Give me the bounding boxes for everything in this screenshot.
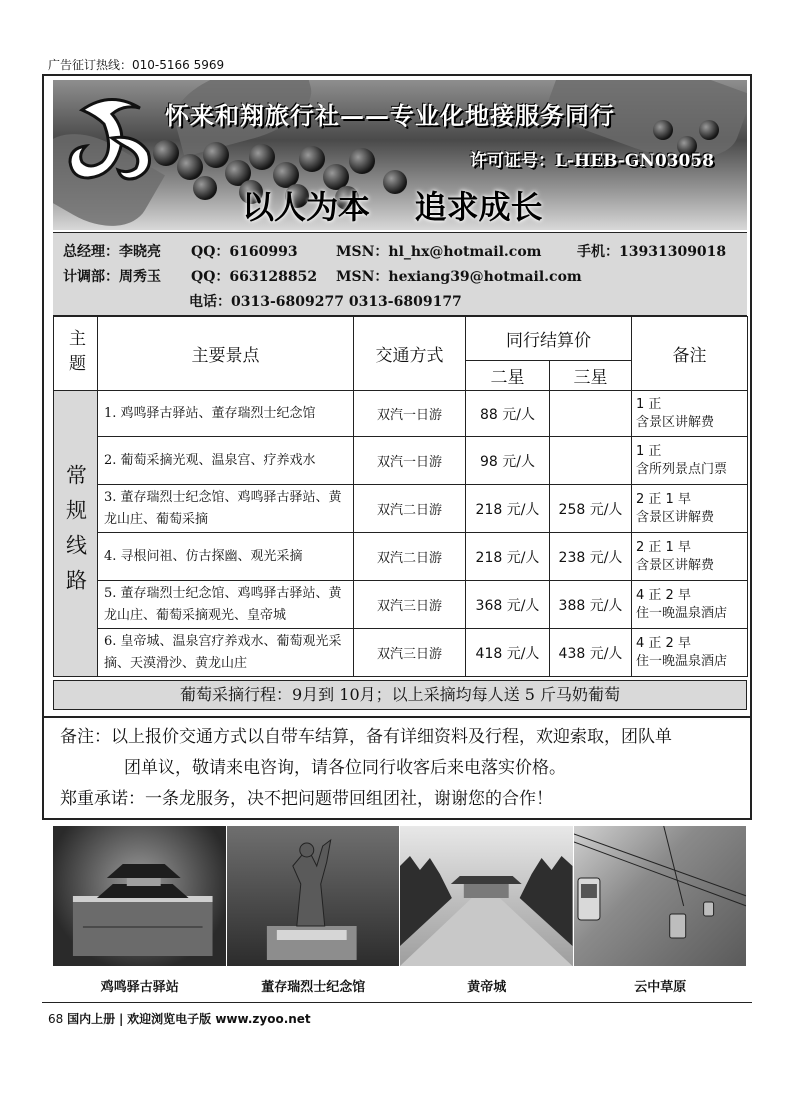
theme-header: 主题 (54, 317, 98, 391)
two-star-header: 二星 (466, 361, 550, 391)
dispatcher-msn: MSN：hexiang39@hotmail.com (336, 269, 582, 285)
price-two-star: 218 元/人 (466, 533, 550, 581)
route-remark: 1 正 含所列景点门票 (632, 437, 748, 485)
route-name: 1. 鸡鸣驿古驿站、董存瑞烈士纪念馆 (98, 391, 354, 437)
page-number: 68 (48, 1012, 64, 1026)
table-row (54, 391, 748, 437)
route-name: 2. 葡萄采摘光观、温泉宫、疗养戏水 (98, 437, 354, 485)
price-three-star: 438 元/人 (550, 629, 632, 677)
price-three-star: 258 元/人 (550, 485, 632, 533)
grape-picking-note: 葡萄采摘行程：9月到 10月；以上采摘均每人送 5 斤马奶葡萄 (53, 680, 747, 710)
notes-line-1: 备注：以上报价交通方式以自带车结算，备有详细资料及行程，欢迎索取，团队单 (60, 727, 672, 747)
route-traffic: 双汽一日游 (354, 437, 466, 485)
photo-caption: 黄帝城 (467, 980, 507, 995)
route-name: 6. 皇帝城、温泉宫疗养戏水、葡萄观光采摘、天漠滑沙、黄龙山庄 (98, 629, 354, 677)
table-row (54, 581, 748, 629)
route-traffic: 双汽三日游 (354, 629, 466, 677)
route-name: 5. 董存瑞烈士纪念馆、鸡鸣驿古驿站、黄龙山庄、葡萄采摘观光、皇帝城 (98, 581, 354, 629)
photo-captions (53, 976, 747, 995)
route-remark: 1 正 含景区讲解费 (632, 391, 748, 437)
price-two-star: 368 元/人 (466, 581, 550, 629)
table-row (54, 629, 748, 677)
spots-header: 主要景点 (98, 317, 354, 391)
notes-line-3: 郑重承诺：一条龙服务，决不把问题带回组团社，谢谢您的合作！ (60, 789, 553, 809)
price-header: 同行结算价 (466, 317, 632, 361)
price-two-star: 98 元/人 (466, 437, 550, 485)
photo-caption: 云中草原 (634, 980, 687, 995)
price-two-star: 218 元/人 (466, 485, 550, 533)
page-footer (48, 1010, 311, 1027)
notes-line-2: 团单议，敬请来电咨询，请各位同行收客后来电落实价格。 (124, 758, 566, 778)
contact-block (53, 232, 747, 316)
theme-label: 常规线路 (54, 391, 98, 677)
banner-title: 怀来和翔旅行社——专业化地接服务同行 (165, 101, 615, 130)
notes-block (42, 716, 752, 818)
manager-mobile: 手机：13931309018 (577, 244, 727, 260)
price-two-star: 418 元/人 (466, 629, 550, 677)
route-name: 4. 寻根问祖、仿古探幽、观光采摘 (98, 533, 354, 581)
dispatcher: 计调部：周秀玉 (63, 269, 161, 285)
photo-jimingyi (53, 826, 227, 966)
footer-rule (42, 1002, 752, 1003)
table-row (54, 485, 748, 533)
section-name: 国内上册 (67, 1012, 116, 1026)
photo-dongcunrui (227, 826, 401, 966)
ad-hotline: 广告征订热线：010-5166 5969 (48, 58, 225, 72)
company-logo-icon (62, 90, 158, 186)
office-phone: 电话：0313-6809277 0313-6809177 (189, 294, 462, 310)
manager-qq: QQ：6160993 (191, 244, 298, 260)
manager: 总经理：李晓亮 (63, 244, 161, 260)
footer-separator: | (118, 1012, 124, 1026)
traffic-header: 交通方式 (354, 317, 466, 391)
price-three-star: 238 元/人 (550, 533, 632, 581)
route-traffic: 双汽一日游 (354, 391, 466, 437)
route-traffic: 双汽二日游 (354, 485, 466, 533)
three-star-header: 三星 (550, 361, 632, 391)
route-traffic: 双汽二日游 (354, 533, 466, 581)
route-remark: 4 正 2 早 住一晚温泉酒店 (632, 629, 748, 677)
footer-tagline: 欢迎浏览电子版 www.zyoo.net (127, 1012, 311, 1026)
license-number: 许可证号：L-HEB-GN03058 (470, 151, 714, 171)
photo-yunzhongcaoyuan (574, 826, 748, 966)
dispatcher-qq: QQ：663128852 (191, 269, 318, 285)
price-two-star: 88 元/人 (466, 391, 550, 437)
price-three-star (550, 437, 632, 485)
photo-caption: 董存瑞烈士纪念馆 (261, 980, 366, 995)
route-traffic: 双汽三日游 (354, 581, 466, 629)
remark-header: 备注 (632, 317, 748, 391)
photo-caption: 鸡鸣驿古驿站 (100, 980, 179, 995)
manager-msn: MSN：hl_hx@hotmail.com (336, 244, 542, 260)
table-row (54, 437, 748, 485)
routes-table (53, 316, 748, 677)
photo-strip (53, 826, 747, 966)
price-three-star: 388 元/人 (550, 581, 632, 629)
table-row (54, 533, 748, 581)
route-remark: 2 正 1 早 含景区讲解费 (632, 533, 748, 581)
price-three-star (550, 391, 632, 437)
route-name: 3. 董存瑞烈士纪念馆、鸡鸣驿古驿站、黄龙山庄、葡萄采摘 (98, 485, 354, 533)
route-remark: 4 正 2 早 住一晚温泉酒店 (632, 581, 748, 629)
route-remark: 2 正 1 早 含景区讲解费 (632, 485, 748, 533)
photo-huangdicheng (400, 826, 574, 966)
slogan: 以人为本 追求成长 (242, 188, 543, 226)
